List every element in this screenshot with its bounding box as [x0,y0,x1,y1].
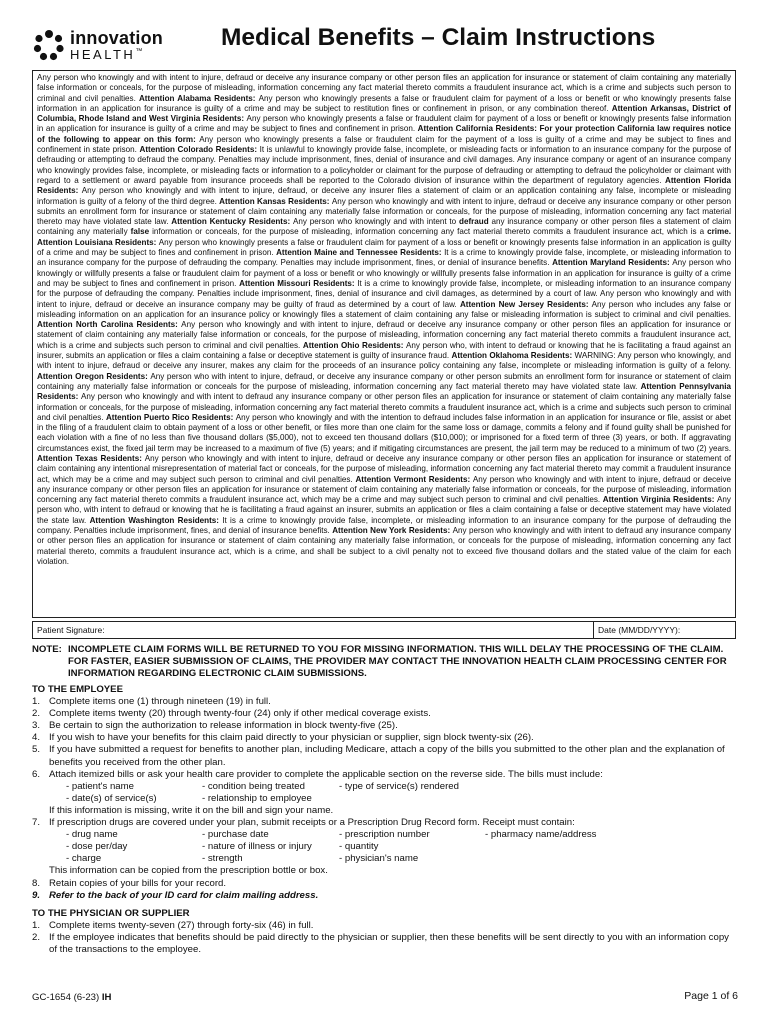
state-notice-heading: Attention Florida Residents: [37,175,731,196]
employee-item: 7. If prescription drugs are covered under your plan, submit receipts or a Prescription Drug Record form. Receipt must contain: [32,817,575,829]
innovation-health-logo [32,28,163,62]
fraud-warning-text: It is a crime to knowingly provide false, incomplete, or misleading information to an insurance company for the purpose of defrauding the company. Penalties include imprisonment, fines, and denial of insurance benefits. [37,515,731,536]
state-notice-heading: Attention Ohio Residents: [302,340,406,350]
employee-item: 3. Be certain to sign the authorization to release information in block twenty-five (25). [32,720,398,732]
employee-item: 1. Complete items one (1) through nineteen (19) in full. [32,696,271,708]
note-text: INCOMPLETE CLAIM FORMS WILL BE RETURNED TO YOU FOR MISSING INFORMATION. THIS WILL DELAY THE PROCESSING OF THE CLAIM. FOR FASTER, EASIER SUBMISSION OF CLAIMS, THE PROVIDER MAY CONTACT THE INNOVATION HEALTH CLAIM PROCESSING CENTER FOR INFORMATION REGARDING ELECTRONIC CLAIM SUBMISSIONS. [68,644,727,679]
date-label: Date (MM/DD/YYYY): [598,625,681,635]
fraud-warning-text: Any person who knowingly presents a false or fraudulent claim for payment of a loss or benefit or who knowingly presents false information in an application for insurance is guilty of a crime and may be subject to restitution fines or confinement in prison, or any combination thereof. [37,93,731,113]
receipt-requirement: - prescription number [339,829,430,841]
employee-item: 4. If you wish to have your benefits for this claim paid directly to your physician or supplier, sign block twenty-six (26). [32,732,534,744]
receipt-requirement: - quantity [339,841,379,853]
employee-item: 6. Attach itemized bills or ask your health care provider to complete the applicable section on the reverse side. The bills must include: [32,768,603,780]
state-notice-heading: Attention Oregon Residents: [37,371,151,381]
fraud-warning-text: Any person who knowingly presents a false or fraudulent claim for the payment of a loss is guilty of a crime and may be subject to fines and confinement in state prison. [37,134,731,155]
employee-item: 8. Retain copies of your bills for your record. [32,877,227,889]
state-notice-heading: Attention Kentucky Residents: [171,217,294,227]
form-code [32,992,111,1003]
fraud-warning-text: Any person who knowingly and with intent to injure, defraud or deceive any insurance company or other person submits an enrollment form for insurance or statement of claim containing any materially false information or conceals, for the purpose of misleading, information concerning any fact material thereto may have violated state law. [37,196,731,227]
receipt-requirement: - charge [66,853,102,865]
state-notice-heading: Attention Texas Residents: [37,453,145,463]
bill-requirements-row [32,781,738,793]
receipt-requirements-row [32,829,738,841]
state-notice-heading: Attention Oklahoma Residents: [451,351,575,361]
form-code-suffix: IH [101,992,112,1003]
bill-requirement: - patient's name [66,780,134,792]
bill-requirement: - date(s) of service(s) [66,792,157,804]
bill-requirement: - type of service(s) rendered [339,780,459,792]
state-notice-heading: Attention Colorado Residents: [139,145,260,155]
fraud-warning-text: It is unlawful to knowingly provide false, incomplete, or misleading facts or information to an insurance company for the purpose of defrauding or attempting to defraud the company. Penalties may include imprisonment, fines, denial of insurance and civil damages. Any insurance company or agent of an insurance company who knowingly provides false, incomplete, or misleading facts or information to a policyholder or claimant for the purpose of defrauding or attempting to defraud the policyholder or claimant with regard to a settlement or award payable from insurance proceeds shall be reported to the Colorado division of insurance within the department of regulatory agencies. [37,145,731,185]
fraud-warning-text: Any person who knowingly presents a false or fraudulent claim for payment of a loss or benefit or knowingly presents false information in an application is guilty of a crime and may be subject to fines and confinement in prison. [37,237,731,258]
state-notice-heading: Attention Vermont Residents: [355,474,473,484]
receipt-requirement: - strength [202,853,243,865]
state-notice-heading: false [130,227,153,237]
patient-signature-label: Patient Signature: [37,625,105,635]
fraud-warning-text: Any person who, with intent to defraud or knowing that he is facilitating a fraud against an insurer, submits an application or files a claim containing a false or deceptive statement is guilty of insurance fraud. [37,340,731,361]
state-notice-heading: Attention New Jersey Residents: [459,299,592,309]
state-notice-heading: Attention Virginia Residents: [602,495,718,505]
logo-mark-icon [32,28,66,62]
fraud-warning-text: Any person who knowingly presents a false or fraudulent claim for payment of a loss or benefit or knowingly presents false information in an application for insurance is guilty of a crime and may be subject to fines and confinement in prison. [37,114,731,134]
logo-trademark: ™ [135,48,143,55]
state-notice-heading: Attention North Carolina Residents: [37,320,182,330]
state-notice-heading: Attention Alabama Residents: [138,93,259,103]
state-notice-heading: Attention Missouri Residents: [239,278,358,288]
item7-after-text: This information can be copied from the prescription bottle or box. [49,865,328,877]
state-notice-heading: Attention Maryland Residents: [552,258,673,268]
fraud-warning-text: It is a crime to knowingly provide false, incomplete, or misleading information to an insurance company for the purpose of defrauding the company. Penalties include imprisonment, fines, denial of insurance and civil damages, as determined by a court of law. Any person who knowingly and with intent to injure, defraud or deceive an insurance company may be guilty of fraud as determined by a court of law. [37,278,732,309]
receipt-requirement: - physician's name [339,853,419,865]
receipt-requirement: - dose per/day [66,841,128,853]
state-notice-heading: Attention Washington Residents: [89,515,223,525]
state-notice-heading: Attention Maine and Tennessee Residents: [276,248,445,258]
item6-after-text: If this information is missing, write it on the bill and sign your name. [49,804,334,816]
fraud-warning-text: Any person who knowingly and with intent to injure, defraud or deceive any insurance company or other person files an application for insurance or statement of claim containing any materially false information or conceals, for the purpose of misleading, information concerning any fact material thereto commits a fraudulent insurance act, which may be a crime and may subject such person to criminal and civil penalties. [37,474,731,505]
page-header [32,24,738,66]
fraud-warning-box [32,70,736,618]
fraud-warning-text: Any person who knowingly and with intent to injure, defraud, or deceive any insurer files a statement of claim or an application containing any false, incomplete or misleading information is guilty of a felony of the third degree. [37,186,731,206]
receipt-requirement: - nature of illness or injury [202,841,312,853]
physician-item: 2. If the employee indicates that benefits should be paid directly to the physician or supplier, then these benefits will be sent directly to you with an information copy of the transactions to the employee. [32,931,729,955]
logo-sub-text: HEALTH [70,47,136,62]
state-notice-heading: crime. Attention Louisiana Residents: [37,227,731,247]
state-notice-heading: defraud [459,217,492,227]
fraud-warning-text: Any person who knowingly and with intent to defraud any insurance company or other person files an application for insurance or statement of claim containing any materially false information or conceals, for the purpose of misleading, information concerning any fact material thereto commits a fraudulent insurance act, which is a crime and subjects such person to criminal and civil penalties. [37,392,731,422]
state-notice-heading: Attention Pennsylvania Residents: [37,381,731,402]
receipt-requirements-row [32,853,738,865]
receipt-requirements-row [32,841,738,853]
signature-divider [593,622,594,638]
state-notice-heading: Attention California Residents: For your protection California law requires notice of the following to appear on this form: [37,124,731,144]
state-notice-heading: Attention New York Residents: [332,526,453,536]
logo-brand-text: innovation [70,28,163,48]
bill-requirements-row [32,793,738,805]
fraud-warning-text: Any person who knowingly and with intent to injure, defraud or deceive any insurance company or other person files an application for insurance or statement of claim containing any materially false information or conceals, for the purpose of misleading, information concerning any fact material thereto commits a fraudulent insurance act, which is a crime and subjects such person to criminal and civil penalties. [37,73,731,103]
employee-item: 2. Complete items twenty (20) through twenty-four (24) only if other medical coverage exists. [32,708,431,720]
receipt-requirement: - pharmacy name/address [485,829,597,841]
bill-requirement: - condition being treated [202,780,305,792]
state-notice-heading: Attention Kansas Residents: [219,196,332,206]
physician-item: 1. Complete items twenty-seven (27) through forty-six (46) in full. [32,919,314,931]
state-notice-heading: Attention Arkansas, District of Columbia, Rhode Island and West Virginia Residents: [37,103,731,124]
fraud-warning-text: Any person who knowingly and with intent to defraud any insurance company or other person files an application for insurance or statement of claim containing any materially false information, or conceals for the purpose of misleading, information concerning any fact material thereto, commits a fraudulent insurance act, which is a crime, and shall be subject to a civil penalty not to exceed five thousand dollars and the stated value of the claim for each violation. [37,526,732,566]
signature-row [32,621,736,639]
fraud-warning-text: information or conceals, for the purpose of misleading, information concerning any fact material thereto commits a fraudulent insurance act, which is a [152,227,708,237]
note-block [32,644,738,680]
physician-heading: TO THE PHYSICIAN OR SUPPLIER [32,907,190,919]
fraud-warning-text: Any person who includes any false or misleading information on an application for an insurance policy or knowingly files a statement of claim containing any false or misleading information is subject to criminal and civil penalties. [37,299,731,319]
receipt-requirement: - purchase date [202,829,269,841]
fraud-warning-text: Any person who knowingly and with intent to [293,217,459,227]
employee-item: 9. Refer to the back of your ID card for claim mailing address. [32,889,319,901]
employee-item: 5. If you have submitted a request for benefits to another plan, including Medicare, attach a copy of the bills you submitted to the other plan and the explanation of benefits you received from the other plan. [32,744,725,768]
fraud-warning-text: any insurance company or other person files a statement of claim containing any materially [37,217,732,237]
form-code-text: GC-1654 (6-23) [32,992,100,1003]
state-notice-heading: Attention Puerto Rico Residents: [105,412,236,422]
instructions [32,684,738,956]
fraud-warning-text: Any person who knowingly and with the intention to defraud includes false information in an application for insurance or file, assist or abet in the filing of a fraudulent claim to obtain payment of a loss or other benefit, or files more than one claim for the same loss or damage, commits a felony and if found guilty shall be punished for each violation with a fine of no less than five thousand dollars ($5,000), not to exceed ten thousand dollars ($10,000); or imprisoned for a fixed term of three (3) years, or both. If aggravating circumstances exist, the fixed jail term may be increased to a maximum of five (5) years; and if mitigating circumstances are present, the jail term may be reduced to a minimum of two (2) years. [37,412,731,453]
fraud-warning-text: Any person who, with intent to defraud or knowing that he is facilitating a fraud against an insurer, submits an application or files a claim containing a false or deceptive statement may have violated the state law. [37,495,731,525]
fraud-warning-text: Any person who knowingly and with intent to injure, defraud or deceive any insurance company or other person files an application for insurance or statement of claim containing any materially false information or conceals, for the purpose of misleading, information concerning any fact material thereto commits a fraudulent insurance act, which is a crime and subjects such person to criminal and civil penalties. [37,320,732,350]
fraud-warning-text: WARNING: Any person who knowingly, and with intent to injure, defraud or deceive any insurer, makes any claim for the proceeds of an insurance policy containing any false, incomplete or misleading information is guilty of a felony. [37,351,731,371]
bill-requirement: - relationship to employee [202,792,312,804]
page-title: Medical Benefits – Claim Instructions [221,24,656,51]
page-number: Page 1 of 6 [684,990,738,1002]
note-label: NOTE: [32,644,62,655]
receipt-requirement: - drug name [66,829,118,841]
employee-heading: TO THE EMPLOYEE [32,684,123,695]
fraud-warning-text: Any person who knowingly or willfully presents a false or fraudulent claim for payment of a loss or benefit or who knowingly or willfully presents false information in an application for insurance is guilty of a crime and may be subject to fines and confinement in prison. [37,258,732,288]
fraud-warning-text: It is a crime to knowingly provide false, incomplete, or misleading information to an insurance company for the purpose of defrauding the company. Penalties may include imprisonment, fines, or denial of insurance benefits. [37,248,731,268]
fraud-warning-text: Any person who with intent to injure, defraud, or deceive any insurance company or other person submits an enrollment form for insurance or statement of claim containing any materially false information or conceals for the purpose of misleading, information concerning any fact material thereto may have violated state law. [37,371,731,391]
fraud-warning-text: Any person who knowingly and with intent to injure, defraud or deceive any insurance company or other person files an application for insurance or statement of claim containing any intentional misrepresentation of material fact or conceals, for the purpose of misleading, information concerning any fact material thereto may commit a fraudulent insurance act, which may be a crime and may subject such person to criminal and civil penalties. [37,453,731,484]
